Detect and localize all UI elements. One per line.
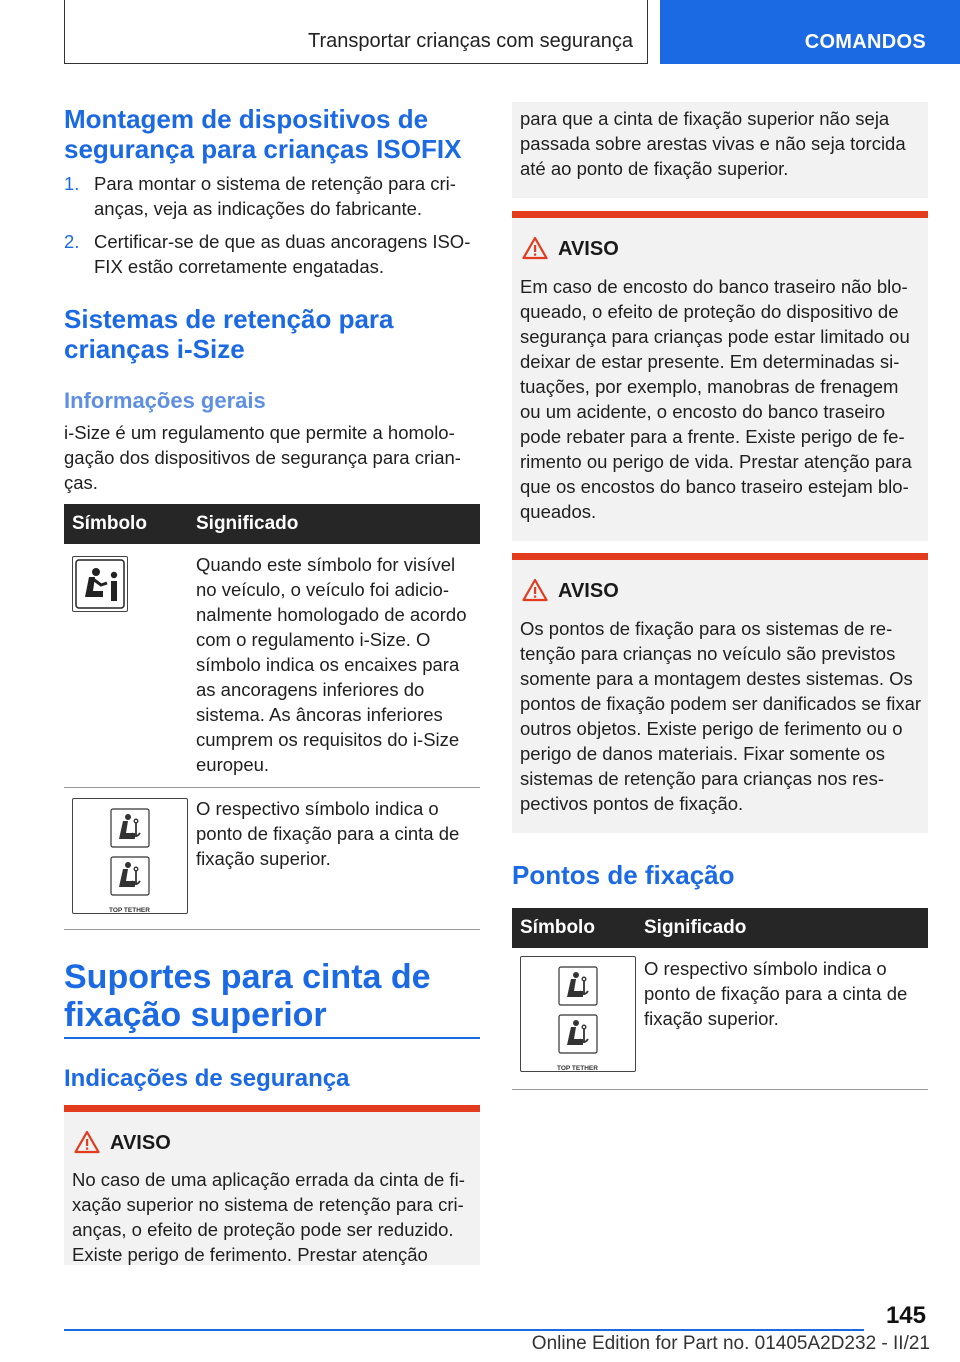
isize-heading: Sistemas de retenção para crianças i-Size [64,304,394,364]
warning-text: Os pontos de fixação para os sistemas de retenção para crianças no veículo são previstos somente para a montagem destes sistemas. Os pontos de fixação podem ser danificados se fixar outros objetos. Existe perigo de ferimento ou o perigo de danos materiais. Fixar somente os sistemas de retenção para crianças nos respectivos pontos de fixação. [520,618,922,814]
safety-heading: Indicações de segurança [64,1065,350,1092]
isize-seat-icon [72,556,128,612]
warning-icon [74,1130,100,1159]
col-symbol: Símbolo [512,908,636,948]
chapter-title: COMANDOS [804,31,926,53]
table-row [512,948,928,1090]
anchor-symbol-table [512,908,928,1090]
top-tether-icon [520,956,636,1072]
step-1 [64,171,480,221]
warning-label: AVISO [558,238,619,260]
col-symbol: Símbolo [64,504,188,544]
section-header [64,0,648,64]
tether-heading: Suportes para cinta de fixação superior [64,958,431,1034]
step-number: 2. [64,231,80,252]
chapter-tab[interactable] [660,0,960,64]
icon-caption: TOP TETHER [109,907,150,914]
warning-label: AVISO [110,1132,171,1154]
col-meaning: Significado [188,504,480,544]
warning-icon [522,236,548,265]
step-number: 1. [64,173,80,194]
heading-divider [64,1037,480,1039]
warning-text: Em caso de encosto do banco traseiro não bloqueado, o efeito de proteção do dispositivo de segurança para crianças pode estar limitado ou deixar de estar presente. Em determinadas situações, por exemplo, manobras de frenagem ou um acidente, o encosto do banco traseiro pode rebater para a frente. Existe perigo de ferimento ou perigo de vida. Prestar atenção para que os encostos do banco traseiro estejam bloqueados. [520,276,912,522]
table-row [64,544,480,788]
general-text: i-Size é um regulamento que permite a homologação dos dispositivos de segurança para crianças. [64,422,461,493]
warning-box [64,1105,480,1265]
icon-caption: TOP TETHER [557,1065,598,1072]
warning-label: AVISO [558,580,619,602]
table-row [64,788,480,930]
meaning-text: O respectivo símbolo indica o ponto de fixação para a cinta de fixação superior. [188,788,480,930]
anchor-heading: Pontos de fixação [512,860,735,890]
step-text: Certificar-se de que as duas ancoragens ISOFIX estão corretamente engatadas. [94,231,471,277]
continued-text: para que a cinta de fixação superior não seja passada sobre arestas vivas e não seja torcida até ao ponto de fixação superior. [520,108,906,179]
section-title: Transportar crianças com segurança [308,30,633,52]
edition-footer: Online Edition for Part no. 01405A2D232 - II/21 [531,1333,930,1354]
isize-symbol-table [64,504,480,930]
step-text: Para montar o sistema de retenção para crianças, veja as indicações do fabricante. [94,173,456,219]
top-tether-icon [72,798,188,914]
meaning-text: Quando este símbolo for visível no veículo, o veículo foi adicionalmente homologado de acordo com o regulamento i-Size. O símbolo indica os encaixes para as ancoragens inferiores do sistema. As âncoras inferiores cumprem os requisitos do i-Size europeu. [188,544,480,788]
isofix-heading: Montagem de dispositivos de segurança para crianças ISOFIX [64,104,462,164]
warning-box [512,553,928,833]
warning-box [512,211,928,541]
footer-divider [64,1329,864,1331]
continued-note [512,102,928,198]
warning-text: No caso de uma aplicação errada da cinta de fixação superior no sistema de retenção para crianças, o efeito de proteção pode ser reduzido. Existe perigo de ferimento. Prestar atenção [72,1169,465,1265]
general-heading: Informações gerais [64,388,266,413]
meaning-text: O respectivo símbolo indica o ponto de fixação para a cinta de fixação superior. [636,948,928,1090]
page-number: 145 [885,1302,926,1329]
step-2 [64,229,480,279]
col-meaning: Significado [636,908,928,948]
warning-icon [522,578,548,607]
